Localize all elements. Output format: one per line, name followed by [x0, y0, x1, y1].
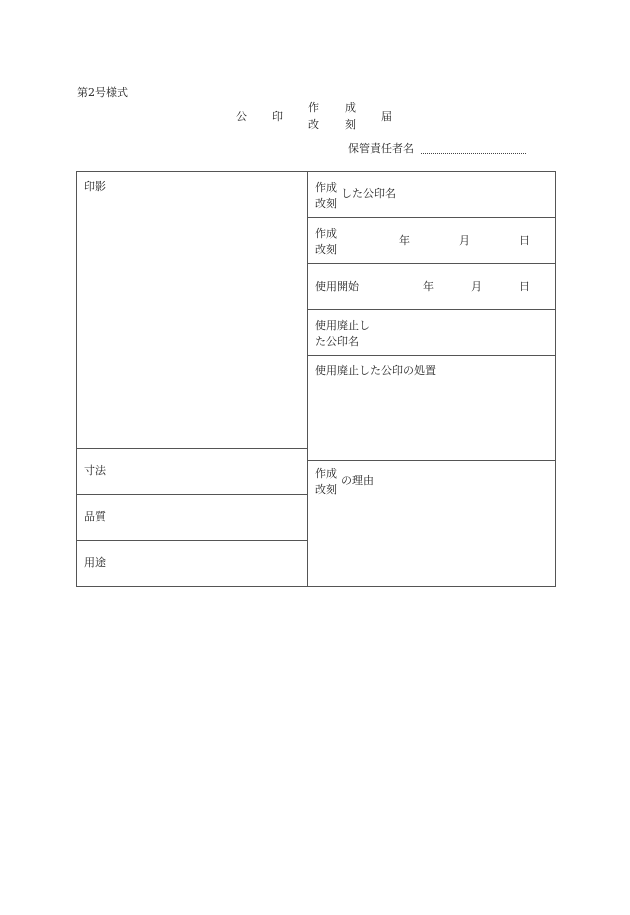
title-option-make-1: 作 — [308, 101, 319, 114]
form-number: 第2号様式 — [77, 86, 128, 99]
option-carve: 改刻 — [315, 243, 337, 256]
disposal-cell[interactable] — [307, 355, 556, 461]
use-start-month: 月 — [471, 280, 482, 293]
abolished-name-line2: た公印名 — [315, 335, 359, 348]
reason-label: の理由 — [341, 474, 374, 487]
usage-cell[interactable] — [76, 540, 308, 587]
title-option-carve-1: 改 — [308, 118, 319, 131]
seal-name-cell[interactable] — [307, 171, 556, 218]
manager-name-line[interactable] — [421, 153, 526, 154]
abolished-name-cell[interactable] — [307, 309, 556, 356]
option-make: 作成 — [315, 467, 337, 480]
date-month: 月 — [459, 234, 470, 247]
date-year: 年 — [399, 234, 410, 247]
title-option-make-2: 成 — [345, 101, 356, 114]
option-carve: 改刻 — [315, 483, 337, 496]
manager-label: 保管責任者名 — [348, 142, 414, 155]
option-make: 作成 — [315, 227, 337, 240]
date-day: 日 — [519, 234, 530, 247]
use-start-year: 年 — [423, 280, 434, 293]
dimensions-label: 寸法 — [84, 464, 106, 477]
dimensions-cell[interactable] — [76, 448, 308, 495]
seal-name-options — [315, 180, 337, 212]
impression-cell[interactable] — [76, 171, 308, 449]
use-start-day: 日 — [519, 280, 530, 293]
title-word-public: 公 — [236, 110, 247, 123]
option-make: 作成 — [315, 181, 337, 194]
disposal-label: 使用廃止した公印の処置 — [315, 364, 436, 377]
option-carve: 改刻 — [315, 197, 337, 210]
usage-label: 用途 — [84, 556, 106, 569]
abolished-name-line1: 使用廃止し — [315, 319, 370, 332]
use-start-label: 使用開始 — [315, 280, 359, 293]
date-options — [315, 226, 337, 258]
reason-cell[interactable] — [307, 460, 556, 587]
material-label: 品質 — [84, 510, 106, 523]
seal-name-label: した公印名 — [341, 187, 396, 200]
reason-options — [315, 466, 337, 498]
use-start-cell[interactable] — [307, 263, 556, 310]
title-word-notice: 届 — [381, 110, 392, 123]
title-word-seal: 印 — [272, 110, 283, 123]
abolished-name-label — [315, 318, 370, 350]
title-option-carve-2: 刻 — [345, 118, 356, 131]
material-cell[interactable] — [76, 494, 308, 541]
date-cell[interactable] — [307, 217, 556, 264]
impression-label: 印影 — [84, 180, 106, 193]
